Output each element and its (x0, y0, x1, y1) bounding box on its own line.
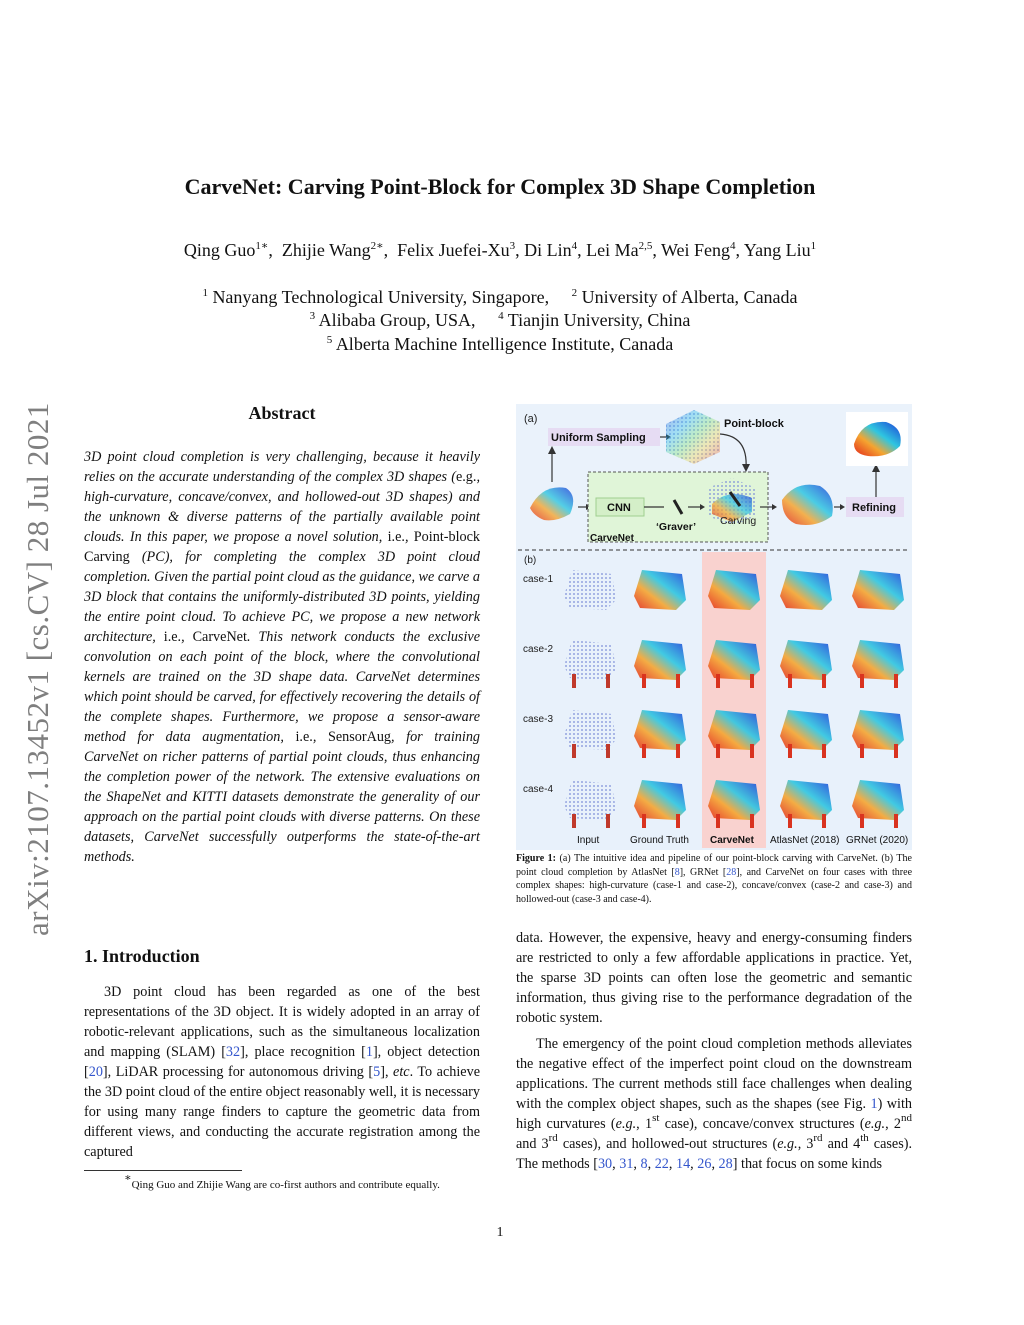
body-text: cases). The methods [ (516, 1136, 912, 1172)
citation-link[interactable]: 20 (88, 1064, 103, 1080)
citation-link[interactable]: 32 (225, 1044, 241, 1060)
citation-link[interactable]: 22 (654, 1156, 669, 1172)
case-label: case-2 (523, 644, 554, 655)
author-name: Qing Guo (183, 240, 256, 260)
panel-a-label: (a) (524, 413, 538, 425)
point-block-label: Point-block (724, 418, 784, 430)
column-label: CarveNet (710, 835, 754, 846)
case-label: case-3 (523, 714, 554, 725)
affiliation-num: 2 (571, 287, 578, 299)
body-text: and 4 (822, 1136, 861, 1152)
affiliation-line (0, 310, 1000, 331)
author-name: Yang Liu (743, 240, 811, 260)
point-cloud-thumbnail (852, 780, 904, 828)
citation-link[interactable]: 30 (597, 1156, 613, 1172)
abstract-text: Point-block Carving (84, 529, 481, 565)
column-label: Input (577, 835, 600, 846)
carving-label: Carving (720, 515, 757, 527)
ordinal-sup: st (652, 1112, 660, 1124)
cnn-label: CNN (607, 502, 631, 514)
ordinal-sup: rd (813, 1132, 823, 1144)
point-cloud-thumbnail (634, 570, 686, 610)
right-paragraph: data. However, the expensive, heavy and energy-consuming finders are restricted to only a few affordable applications in practice. Yet, the sparse 3D points can often lose the geometric and semantic information, thus giving rise to the performance degradation of the robotic system. (516, 930, 912, 1026)
abstract-text: , high-curvature, concave/convex, and hollowed-out 3D shapes) and the unknown & diverse patterns of the partially available point clouds. In this paper, we propose a novel solution, (84, 469, 480, 545)
column-label: GRNet (2020) (846, 835, 909, 846)
figure-link[interactable]: 1 (870, 1096, 878, 1112)
body-text: e.g. (615, 1116, 637, 1132)
body-text: , 3 (797, 1136, 814, 1152)
point-cloud-thumbnail (780, 570, 832, 610)
abstract-text: , (404, 529, 414, 545)
affiliation-num: 5 (326, 334, 333, 346)
body-text: etc (393, 1064, 410, 1080)
abstract-text: , (181, 629, 193, 645)
point-cloud-thumbnail (852, 570, 904, 610)
body-text: The emergency of the point cloud completion methods alleviates the negative effect of the imperfect point cloud on the downstream applications. The current methods still face challenges when dealing with the complex object shapes, such as the shapes (see Fig. (516, 1036, 912, 1112)
point-cloud-thumbnail (564, 640, 616, 688)
citation-link[interactable]: 14 (675, 1156, 691, 1172)
body-text: 3D point cloud has been regarded as one of the best representations of the 3D object. It is widely adopted in an array of robotic-relevant applications, such as the simultaneous localization and mapping (SLAM) [ (84, 984, 480, 1060)
body-text: e.g. (777, 1136, 798, 1152)
citation-link[interactable]: 26 (697, 1156, 712, 1172)
author-list: Qing Guo$^{1∗}$, Zhijie Wang$^{2∗}$, Felix Juefei-Xu$^3$, Di Lin$^4$, Lei Ma$^{2,5}$, Wei Feng$^4$, Yang Liu$^1$ (183, 240, 817, 260)
body-text: cases), and hollowed-out structures ( (557, 1136, 778, 1152)
affiliation-num: 3 (309, 310, 316, 322)
case-label: case-4 (523, 784, 554, 795)
author-name: Wei Feng (661, 240, 731, 260)
figure-1 (516, 404, 912, 850)
point-cloud-thumbnail (780, 710, 832, 758)
point-cloud-thumbnail (564, 570, 616, 610)
footnote-text: Qing Guo and Zhijie Wang are co-first authors and contribute equally. (131, 1179, 440, 1191)
citation-link[interactable]: 8 (674, 866, 680, 878)
body-text: , 2 (885, 1116, 901, 1132)
citation-link[interactable]: 31 (619, 1156, 634, 1172)
affiliation-text: University of Alberta, Canada (581, 287, 798, 307)
column-label: Ground Truth (630, 835, 689, 846)
right-paragraph: The emergency of the point cloud completion methods alleviates the negative effect of the imperfect point cloud on the downstream applications. The current methods still face challenges when dealing with the complex object shapes, such as the shapes (see Fig. 1) with high curvatures (e.g., 1st case), concave/convex structures (e.g., 2nd and 3rd cases), and hollowed-out structures (e.g., 3rd and 4th cases). The methods [30, 31, 8, 22, 14, 26, 28] that focus on some kinds (516, 1036, 912, 1172)
author-name: Felix Juefei-Xu (397, 240, 510, 260)
body-text: and 3 (516, 1136, 549, 1152)
body-text: e.g. (864, 1116, 886, 1132)
point-cloud-thumbnail (634, 710, 686, 758)
abstract-text: . This network conducts the exclusive convolution on each point of the block, where the convolutional kernels are trained on the 3D shape data. CarveNet determines which point should be carved, for effectively recovering the details of the complete shapes. Furthermore, we propose a sensor-aware method for data augmentation, (84, 629, 480, 745)
affiliation-num: 4 (498, 310, 504, 322)
citation-link[interactable]: 28 (726, 866, 737, 878)
graver-label: ‘Graver’ (656, 521, 697, 533)
abstract-heading: Abstract (248, 403, 316, 423)
abstract-text: i.e. (387, 529, 405, 545)
abstract-text: i.e. (163, 629, 182, 645)
body-text: ], (380, 1064, 394, 1080)
figure-caption (516, 852, 912, 906)
point-cloud-thumbnail (564, 710, 616, 758)
author-sup: 2,5 (638, 240, 653, 252)
ordinal-sup: nd (901, 1112, 912, 1124)
affiliation-text: Tianjin University, China (507, 310, 691, 330)
caption-text: ], GRNet [ (679, 866, 727, 878)
abstract-text: e.g. (455, 469, 477, 485)
author-name: Zhijie Wang (281, 240, 371, 260)
affiliation-line (0, 334, 1000, 355)
citation-link[interactable]: 1 (365, 1044, 373, 1060)
body-text: , 1 (636, 1116, 653, 1132)
footnote-rule (84, 1170, 242, 1171)
intro-paragraph (84, 982, 480, 1162)
abstract-text: 3D point cloud completion is very challenging, because it heavily relies on the accurate understanding of the complex 3D shapes ( (84, 449, 480, 485)
body-text: case), concave/convex structures ( (659, 1116, 865, 1132)
body-text: ], object detection [ (84, 1044, 480, 1080)
page-number: 1 (496, 1225, 504, 1240)
point-cloud-thumbnail (634, 780, 686, 828)
affiliation-text: Alberta Machine Intelligence Institute, Canada (335, 334, 674, 354)
point-cloud-thumbnail (708, 570, 760, 610)
author-sup: 1 (810, 240, 817, 252)
paper-title: CarveNet: Carving Point-Block for Complex 3D Shape Completion (184, 174, 816, 199)
refining-label: Refining (852, 502, 896, 514)
author-sup: 1∗ (255, 240, 269, 252)
footnote-mark: ∗ (124, 1172, 132, 1184)
body-text: ], place recognition [ (240, 1044, 366, 1060)
ordinal-sup: rd (548, 1132, 558, 1144)
point-cloud-thumbnail (634, 640, 686, 688)
arxiv-stamp: arXiv:2107.13452v1 [cs.CV] 28 Jul 2021 (20, 402, 55, 936)
caption-label: Figure 1: (516, 853, 557, 864)
figure-svg (516, 404, 912, 850)
author-sup: 4 (730, 240, 736, 252)
footnote (84, 1172, 480, 1191)
body-text: ) with high curvatures ( (516, 1096, 912, 1132)
section-heading: 1. Introduction (84, 946, 200, 966)
abstract-text: i.e. (295, 729, 313, 745)
body-text: ] that focus on some kinds (732, 1156, 883, 1172)
ordinal-sup: th (860, 1132, 869, 1144)
point-cloud-thumbnail (564, 780, 616, 828)
column-label: AtlasNet (2018) (770, 835, 840, 846)
author-name: Di Lin (524, 240, 572, 260)
abstract-body (84, 447, 480, 867)
case-label: case-1 (523, 574, 554, 585)
abstract-text: , for training CarveNet on richer patterns of partial point clouds, thus enhancing the completion power of the network. The extensive evaluations on the ShapeNet and KITTI datasets demonstrate the generality of our approach on the partial point clouds with diverse patterns. On these datasets, CarveNet successfully outperforms the state-of-the-art methods. (84, 729, 481, 865)
caption-text: (a) The intuitive idea and pipeline of our point-block carving with CarveNet. (b) The point cloud completion by AtlasNet [ (516, 853, 912, 878)
point-cloud-thumbnail (780, 640, 832, 688)
carvenet-box-label: CarveNet (590, 533, 634, 544)
citation-link[interactable]: 28 (718, 1156, 733, 1172)
point-cloud-thumbnail (852, 640, 904, 688)
abstract-text: (PC), for completing the complex 3D point cloud completion. Given the partial point cloud as the guidance, we carve a 3D block that contains the uniformly-distributed 3D points, yielding the entire point cloud. To achieve PC, we propose a new network architecture, (84, 549, 480, 645)
affiliation-text: Nanyang Technological University, Singapore, (212, 287, 550, 307)
author-sup: 3 (509, 240, 516, 252)
citation-link[interactable]: 5 (373, 1064, 381, 1080)
abstract-text: , (312, 729, 328, 745)
point-cloud-thumbnail (852, 710, 904, 758)
author-name: Lei Ma (586, 240, 639, 260)
author-sup: 4 (571, 240, 578, 252)
abstract-text: SensorAug (327, 729, 392, 745)
author-sup: 2∗ (370, 240, 384, 252)
affiliation-line (0, 287, 1000, 308)
affiliation-num: 1 (202, 287, 208, 299)
caption-text: ], and CarveNet on four cases with three complex shapes: high-curvature (case-1 and case-2), concave/convex (case-2 and case-3) and hollowed-out (case-3 and case-4). (516, 866, 913, 905)
body-text: . To achieve the 3D point cloud of the entire object reasonably well, it is necessary for using many range finders to capture the geometric data from different views, and conducting the accurate registration among the captured (84, 1064, 480, 1160)
panel-b-label: (b) (524, 555, 537, 566)
affiliation-text: Alibaba Group, USA, (318, 310, 476, 330)
uniform-sampling-label: Uniform Sampling (551, 432, 646, 444)
point-cloud-thumbnail (780, 780, 832, 828)
citation-link[interactable]: 8 (640, 1156, 648, 1172)
body-text: ], LiDAR processing for autonomous driving [ (102, 1064, 374, 1080)
abstract-text: CarveNet (192, 629, 247, 645)
